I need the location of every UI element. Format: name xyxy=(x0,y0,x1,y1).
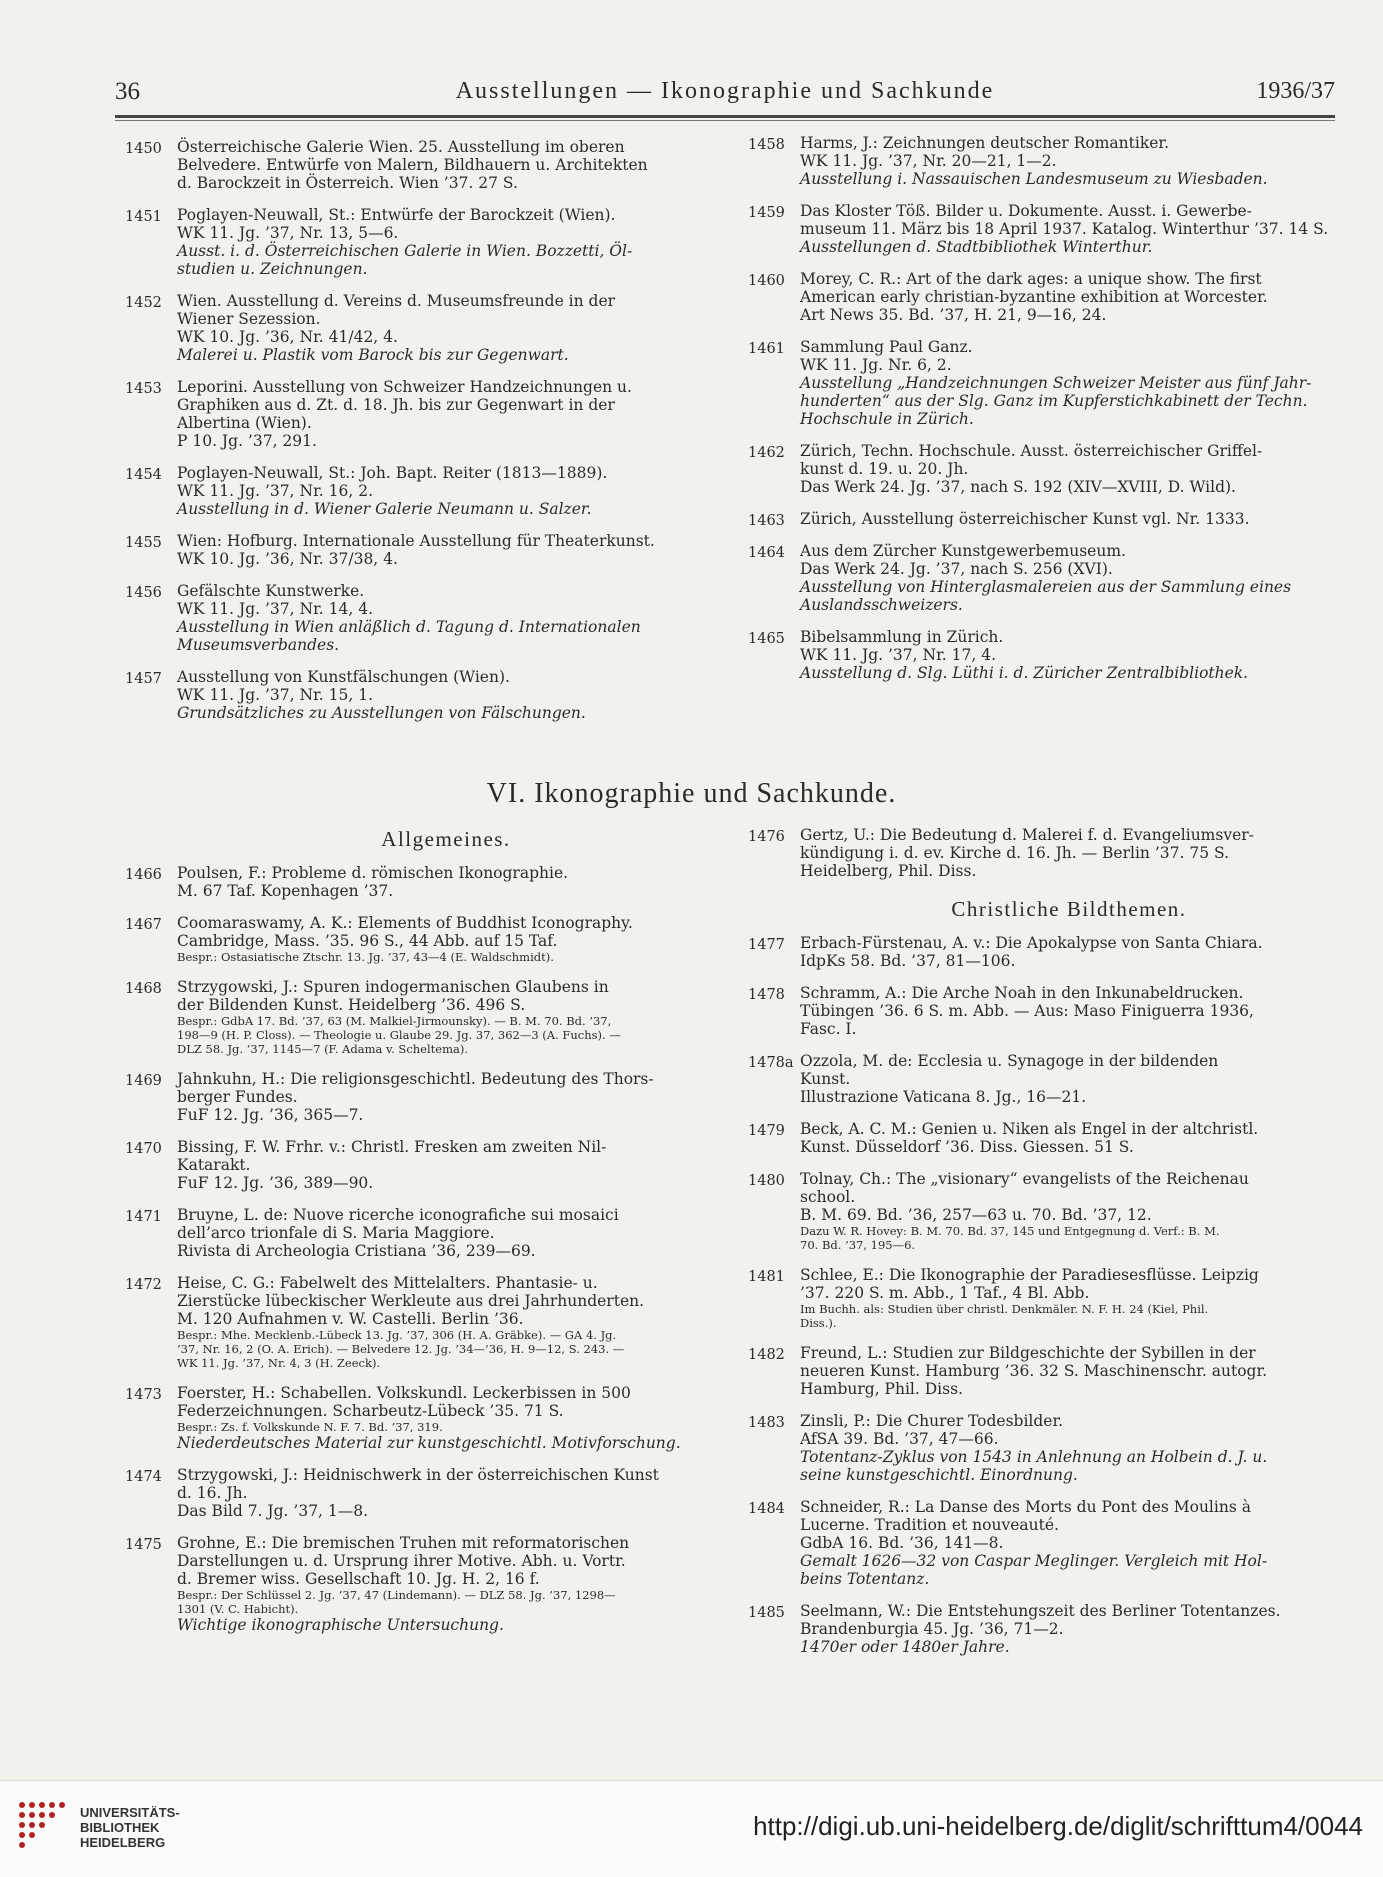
entry-number: 1451 xyxy=(125,209,162,225)
entry-annotation: Grundsätzliches zu Ausstellungen von Fälschungen. xyxy=(177,704,586,722)
entry-number: 1480 xyxy=(748,1173,785,1189)
entry-line: Zierstücke lübeckischer Werkleute aus drei Jahrhunderten. xyxy=(177,1292,645,1310)
entry-line: Aus dem Zürcher Kunstgewerbemuseum. xyxy=(800,542,1126,560)
entry-line: Federzeichnungen. Scharbeutz-Lübeck ’35. 71 S. xyxy=(177,1402,564,1420)
entry-line: Heidelberg, Phil. Diss. xyxy=(800,862,977,880)
entry-review-note: Bespr.: Zs. f. Volkskunde N. F. 7. Bd. ’37, 319. xyxy=(177,1420,443,1434)
entry-line: Art News 35. Bd. ’37, H. 21, 9—16, 24. xyxy=(800,306,1107,324)
entry-line: M. 120 Aufnahmen v. W. Castelli. Berlin ’36. xyxy=(177,1310,524,1328)
entry-number: 1472 xyxy=(125,1277,162,1293)
entry-number: 1481 xyxy=(748,1269,785,1285)
bibliography-entry xyxy=(125,1070,715,1124)
entry-line: Zürich, Techn. Hochschule. Ausst. österreichischer Griffel- xyxy=(800,442,1263,460)
entry-line: FuF 12. Jg. ’36, 389—90. xyxy=(177,1174,374,1192)
entry-line: WK 11. Jg. Nr. 6, 2. xyxy=(800,356,952,374)
entry-annotation: Ausstellung „Handzeichnungen Schweizer Meister aus fünf Jahr- xyxy=(800,374,1312,392)
entry-line: Brandenburgia 45. Jg. ’36, 71—2. xyxy=(800,1620,1064,1638)
entry-number: 1473 xyxy=(125,1387,162,1403)
bibliography-entry xyxy=(748,1344,1338,1398)
entry-annotation: 1470er oder 1480er Jahre. xyxy=(800,1638,1010,1656)
entry-number: 1478 xyxy=(748,987,785,1003)
entry-line: d. Bremer wiss. Gesellschaft 10. Jg. H. 2, 16 f. xyxy=(177,1570,540,1588)
entry-line: ’37. 220 S. m. Abb., 1 Taf., 4 Bl. Abb. xyxy=(800,1284,1090,1302)
entry-number: 1466 xyxy=(125,867,162,883)
entry-annotation: Ausst. i. d. Österreichischen Galerie in Wien. Bozzetti, Öl- xyxy=(177,242,633,260)
entry-number: 1482 xyxy=(748,1347,785,1363)
entry-line: Gefälschte Kunstwerke. xyxy=(177,582,365,600)
bibliography-entry xyxy=(125,1384,715,1452)
entry-review-note: 1301 (V. C. Habicht). xyxy=(177,1602,299,1616)
bibliography-entry xyxy=(748,542,1338,614)
entry-number: 1469 xyxy=(125,1073,162,1089)
entry-line: Wien: Hofburg. Internationale Ausstellung für Theaterkunst. xyxy=(177,532,655,550)
entry-line: Kunst. Düsseldorf ’36. Diss. Giessen. 51 S. xyxy=(800,1138,1134,1156)
entry-line: Ausstellung von Kunstfälschungen (Wien). xyxy=(177,668,510,686)
column-right-top xyxy=(748,134,1338,696)
bibliography-entry xyxy=(125,914,715,964)
library-name xyxy=(80,1805,180,1850)
subsection-title-allgemeines: Allgemeines. xyxy=(381,827,511,851)
bibliography-entry xyxy=(125,668,715,722)
entry-line: Schlee, E.: Die Ikonographie der Paradiesesflüsse. Leipzig xyxy=(800,1266,1259,1284)
entry-line: Österreichische Galerie Wien. 25. Ausstellung im oberen xyxy=(177,138,625,156)
entry-line: Foerster, H.: Schabellen. Volkskundl. Leckerbissen in 500 xyxy=(177,1384,631,1402)
footer-bar xyxy=(0,1780,1383,1877)
entry-line: Illustrazione Vaticana 8. Jg., 16—21. xyxy=(800,1088,1087,1106)
bibliography-entry xyxy=(125,1534,715,1634)
entry-number: 1462 xyxy=(748,445,785,461)
bibliography-entry xyxy=(748,934,1338,970)
header-rule xyxy=(115,115,1335,118)
library-name-line: HEIDELBERG xyxy=(80,1835,166,1850)
entry-line: Schneider, R.: La Danse des Morts du Pont des Moulins à xyxy=(800,1498,1251,1516)
entry-number: 1450 xyxy=(125,141,162,157)
entry-annotation: Niederdeutsches Material zur kunstgeschichtl. Motivforschung. xyxy=(177,1434,681,1452)
entry-annotation: Ausstellungen d. Stadtbibliothek Winterthur. xyxy=(800,238,1153,256)
entry-review-note: Im Buchh. als: Studien über christl. Denkmäler. N. F. H. 24 (Kiel, Phil. xyxy=(800,1302,1209,1316)
entry-line: d. Barockzeit in Österreich. Wien ’37. 27 S. xyxy=(177,174,518,192)
running-head xyxy=(115,78,1335,112)
entry-review-note: Bespr.: Der Schlüssel 2. Jg. ’37, 47 (Lindemann). — DLZ 58. Jg. ’37, 1298— xyxy=(177,1588,616,1602)
entry-line: WK 11. Jg. ’37, Nr. 13, 5—6. xyxy=(177,224,399,242)
bibliography-entry xyxy=(748,1120,1338,1156)
entry-line: WK 10. Jg. ’36, Nr. 41/42, 4. xyxy=(177,328,398,346)
bibliography-entry xyxy=(125,138,715,192)
bibliography-entry xyxy=(748,510,1338,528)
entry-line: kündigung i. d. ev. Kirche d. 16. Jh. — Berlin ’37. 75 S. xyxy=(800,844,1229,862)
entry-annotation: Ausstellung von Hinterglasmalereien aus der Sammlung eines xyxy=(800,578,1292,596)
entry-number: 1468 xyxy=(125,981,162,997)
entry-annotation: Ausstellung d. Slg. Lüthi i. d. Züricher Zentralbibliothek. xyxy=(800,664,1249,682)
entry-line: WK 10. Jg. ’36, Nr. 37/38, 4. xyxy=(177,550,398,568)
bibliography-entry xyxy=(125,978,715,1056)
library-logo-icon xyxy=(14,1797,74,1857)
bibliography-entry xyxy=(125,206,715,278)
entry-number: 1454 xyxy=(125,467,162,483)
entry-line: dell’arco trionfale di S. Maria Maggiore. xyxy=(177,1224,495,1242)
entry-line: Grohne, E.: Die bremischen Truhen mit reformatorischen xyxy=(177,1534,630,1552)
bibliography-entry xyxy=(748,628,1338,682)
bibliography-entry xyxy=(125,464,715,518)
bibliography-entry xyxy=(748,1052,1338,1106)
entry-line: Das Werk 24. Jg. ’37, nach S. 256 (XVI). xyxy=(800,560,1113,578)
entry-annotation: Gemalt 1626—32 von Caspar Meglinger. Vergleich mit Hol- xyxy=(800,1552,1268,1570)
entry-line: Strzygowski, J.: Heidnischwerk in der österreichischen Kunst xyxy=(177,1466,659,1484)
entry-line: Seelmann, W.: Die Entstehungszeit des Berliner Totentanzes. xyxy=(800,1602,1281,1620)
entry-number: 1485 xyxy=(748,1605,785,1621)
entry-number: 1455 xyxy=(125,535,162,551)
entry-review-note: ’37, Nr. 16, 2 (O. A. Erich). — Belvedere 12. Jg. ’34—’36, H. 9—12, S. 243. — xyxy=(177,1342,625,1356)
entry-line: WK 11. Jg. ’37, Nr. 16, 2. xyxy=(177,482,373,500)
entry-line: Zinsli, P.: Die Churer Todesbilder. xyxy=(800,1412,1064,1430)
entry-number: 1479 xyxy=(748,1123,785,1139)
entry-number: 1478a xyxy=(748,1055,794,1071)
entry-review-note: WK 11. Jg. ’37, Nr. 4, 3 (H. Zeeck). xyxy=(177,1356,381,1370)
entry-review-note: 198—9 (H. P. Closs). — Theologie u. Glaube 29. Jg. 37, 362—3 (A. Fuchs). — xyxy=(177,1028,621,1042)
entry-review-note: DLZ 58. Jg. ’37, 1145—7 (F. Adama v. Scheltema). xyxy=(177,1042,468,1056)
entry-line: American early christian-byzantine exhibition at Worcester. xyxy=(800,288,1268,306)
bibliography-entry xyxy=(125,292,715,364)
library-name-line: UNIVERSITÄTS- xyxy=(80,1805,180,1820)
entry-line: school. xyxy=(800,1188,856,1206)
entry-line: Ozzola, M. de: Ecclesia u. Synagoge in der bildenden xyxy=(800,1052,1219,1070)
entry-number: 1471 xyxy=(125,1209,162,1225)
bibliography-entry xyxy=(748,826,1338,880)
entry-number: 1475 xyxy=(125,1537,162,1553)
entry-review-note: Bespr.: GdbA 17. Bd. ’37, 63 (M. Malkiel-Jirmounsky). — B. M. 70. Bd. ’37, xyxy=(177,1014,612,1028)
entry-number: 1484 xyxy=(748,1501,785,1517)
entry-line: Tolnay, Ch.: The „visionary“ evangelists of the Reichenau xyxy=(800,1170,1249,1188)
entry-annotation: seine kunstgeschichtl. Einordnung. xyxy=(800,1466,1078,1484)
entry-line: Leporini. Ausstellung von Schweizer Handzeichnungen u. xyxy=(177,378,632,396)
entry-number: 1463 xyxy=(748,513,785,529)
entry-annotation: Totentanz-Zyklus von 1543 in Anlehnung an Holbein d. J. u. xyxy=(800,1448,1268,1466)
library-name-line: BIBLIOTHEK xyxy=(80,1820,160,1835)
entry-line: Belvedere. Entwürfe von Malern, Bildhauern u. Architekten xyxy=(177,156,648,174)
bibliography-entry xyxy=(748,1498,1338,1588)
entry-line: Hamburg, Phil. Diss. xyxy=(800,1380,963,1398)
entry-line: AfSA 39. Bd. ’37, 47—66. xyxy=(800,1430,999,1448)
entry-annotation: Malerei u. Plastik vom Barock bis zur Gegenwart. xyxy=(177,346,569,364)
entry-number: 1464 xyxy=(748,545,785,561)
entry-annotation: Ausstellung i. Nassauischen Landesmuseum zu Wiesbaden. xyxy=(800,170,1268,188)
entry-line: Jahnkuhn, H.: Die religionsgeschichtl. Bedeutung des Thors- xyxy=(177,1070,654,1088)
entry-number: 1483 xyxy=(748,1415,785,1431)
entry-line: M. 67 Taf. Kopenhagen ’37. xyxy=(177,882,394,900)
entries-allgemeines xyxy=(125,864,715,1634)
bibliography-entry xyxy=(748,1266,1338,1330)
entry-line: Kunst. xyxy=(800,1070,851,1088)
entry-line: neueren Kunst. Hamburg ’36. 32 S. Maschinenschr. autogr. xyxy=(800,1362,1268,1380)
entry-annotation: Auslandsschweizers. xyxy=(800,596,963,614)
column-left-top xyxy=(125,138,715,736)
entry-line: Sammlung Paul Ganz. xyxy=(800,338,973,356)
entry-line: Bissing, F. W. Frhr. v.: Christl. Fresken am zweiten Nil- xyxy=(177,1138,607,1156)
page-number: 36 xyxy=(115,78,140,105)
entry-number: 1476 xyxy=(748,829,785,845)
entry-annotation: beins Totentanz. xyxy=(800,1570,930,1588)
entry-number: 1474 xyxy=(125,1469,162,1485)
bibliography-entry xyxy=(125,532,715,568)
entry-line: d. 16. Jh. xyxy=(177,1484,248,1502)
entry-line: Gertz, U.: Die Bedeutung d. Malerei f. d. Evangeliumsver- xyxy=(800,826,1254,844)
entry-number: 1459 xyxy=(748,205,785,221)
entry-line: Katarakt. xyxy=(177,1156,251,1174)
entry-line: Albertina (Wien). xyxy=(177,414,312,432)
bibliography-entry xyxy=(748,442,1338,496)
section-title: VI. Ikonographie und Sachkunde. xyxy=(486,778,897,809)
entry-number: 1453 xyxy=(125,381,162,397)
entry-line: Graphiken aus d. Zt. d. 18. Jh. bis zur Gegenwart in der xyxy=(177,396,615,414)
entry-number: 1461 xyxy=(748,341,785,357)
entry-number: 1458 xyxy=(748,137,785,153)
entry-line: Schramm, A.: Die Arche Noah in den Inkunabeldrucken. xyxy=(800,984,1244,1002)
entry-line: IdpKs 58. Bd. ’37, 81—106. xyxy=(800,952,1016,970)
entry-review-note: Bespr.: Ostasiatische Ztschr. 13. Jg. ’37, 43—4 (E. Waldschmidt). xyxy=(177,950,554,964)
entry-line: WK 11. Jg. ’37, Nr. 20—21, 1—2. xyxy=(800,152,1057,170)
entry-line: berger Fundes. xyxy=(177,1088,298,1106)
entry-line: WK 11. Jg. ’37, Nr. 14, 4. xyxy=(177,600,373,618)
entry-line: FuF 12. Jg. ’36, 365—7. xyxy=(177,1106,364,1124)
bibliography-entry xyxy=(748,1412,1338,1484)
bibliography-entry xyxy=(748,202,1338,256)
entry-line: Wiener Sezession. xyxy=(177,310,321,328)
entry-line: kunst d. 19. u. 20. Jh. xyxy=(800,460,969,478)
entry-number: 1467 xyxy=(125,917,162,933)
entry-annotation: Wichtige ikonographische Untersuchung. xyxy=(177,1616,504,1634)
entry-annotation: studien u. Zeichnungen. xyxy=(177,260,368,278)
entry-annotation: Hochschule in Zürich. xyxy=(800,410,974,428)
column-left-bottom xyxy=(125,827,715,1648)
entry-review-note: Bespr.: Mhe. Mecklenb.-Lübeck 13. Jg. ’37, 306 (H. A. Gräbke). — GA 4. Jg. xyxy=(177,1328,617,1342)
entry-line: Poglayen-Neuwall, St.: Entwürfe der Barockzeit (Wien). xyxy=(177,206,616,224)
bibliography-entry xyxy=(748,270,1338,324)
entry-annotation: Ausstellung in Wien anläßlich d. Tagung d. Internationalen xyxy=(177,618,641,636)
entry-line: Bruyne, L. de: Nuove ricerche iconografiche sui mosaici xyxy=(177,1206,619,1224)
entry-line: P 10. Jg. ’37, 291. xyxy=(177,432,317,450)
entry-line: Coomaraswamy, A. K.: Elements of Buddhist Iconography. xyxy=(177,914,633,932)
entries-christliche xyxy=(748,934,1338,1656)
header-rule-thin xyxy=(115,120,1335,121)
entry-line: WK 11. Jg. ’37, Nr. 17, 4. xyxy=(800,646,996,664)
bibliography-entry xyxy=(125,1466,715,1520)
entry-line: Beck, A. C. M.: Genien u. Niken als Engel in der altchristl. xyxy=(800,1120,1259,1138)
source-url-link[interactable]: http://digi.ub.uni-heidelberg.de/diglit/schrifttum4/0044 xyxy=(753,1811,1363,1841)
bibliography-entry xyxy=(748,134,1338,188)
bibliography-entry xyxy=(748,1602,1338,1656)
entry-line: Bibelsammlung in Zürich. xyxy=(800,628,1004,646)
bibliography-entry xyxy=(125,1138,715,1192)
entry-annotation: Museumsverbandes. xyxy=(177,636,340,654)
bibliography-entry xyxy=(125,582,715,654)
entry-line: Poulsen, F.: Probleme d. römischen Ikonographie. xyxy=(177,864,569,882)
column-right-bottom xyxy=(748,826,1338,1670)
entry-line: Wien. Ausstellung d. Vereins d. Museumsfreunde in der xyxy=(177,292,616,310)
entry-number: 1470 xyxy=(125,1141,162,1157)
entry-line: Strzygowski, J.: Spuren indogermanischen Glaubens in xyxy=(177,978,609,996)
bibliography-entry xyxy=(748,984,1338,1038)
entry-line: Morey, C. R.: Art of the dark ages: a unique show. The first xyxy=(800,270,1262,288)
entry-line: Fasc. I. xyxy=(800,1020,857,1038)
entry-line: der Bildenden Kunst. Heidelberg ’36. 496 S. xyxy=(177,996,526,1014)
entry-number: 1457 xyxy=(125,671,162,687)
entry-line: B. M. 69. Bd. ’36, 257—63 u. 70. Bd. ’37, 12. xyxy=(800,1206,1152,1224)
entry-line: museum 11. März bis 18 April 1937. Katalog. Winterthur ’37. 14 S. xyxy=(800,220,1329,238)
bibliography-entry xyxy=(125,1274,715,1370)
bibliography-entry xyxy=(748,338,1338,428)
entry-line: Darstellungen u. d. Ursprung ihrer Motive. Abh. u. Vortr. xyxy=(177,1552,626,1570)
entry-number: 1452 xyxy=(125,295,162,311)
entry-line: Rivista di Archeologia Cristiana ’36, 239—69. xyxy=(177,1242,536,1260)
entry-line: Das Bild 7. Jg. ’37, 1—8. xyxy=(177,1502,369,1520)
entry-line: WK 11. Jg. ’37, Nr. 15, 1. xyxy=(177,686,373,704)
entry-line: GdbA 16. Bd. ’36, 141—8. xyxy=(800,1534,1004,1552)
subsection-title-christliche: Christliche Bildthemen. xyxy=(951,897,1187,921)
entry-line: Cambridge, Mass. ’35. 96 S., 44 Abb. auf 15 Taf. xyxy=(177,932,558,950)
entry-line: Lucerne. Tradition et nouveauté. xyxy=(800,1516,1059,1534)
bibliography-entry xyxy=(125,864,715,900)
entry-line: Tübingen ’36. 6 S. m. Abb. — Aus: Maso Finiguerra 1936, xyxy=(800,1002,1254,1020)
bibliography-entry xyxy=(748,1170,1338,1252)
entry-annotation: Ausstellung in d. Wiener Galerie Neumann u. Salzer. xyxy=(177,500,592,518)
volume-year: 1936/37 xyxy=(1256,78,1335,104)
entry-line: Heise, C. G.: Fabelwelt des Mittelalters. Phantasie- u. xyxy=(177,1274,598,1292)
entry-number: 1465 xyxy=(748,631,785,647)
entry-annotation: hunderten“ aus der Slg. Ganz im Kupferstichkabinett der Techn. xyxy=(800,392,1308,410)
entries-allgemeines-cont xyxy=(748,826,1338,880)
entry-review-note: Dazu W. R. Hovey: B. M. 70. Bd. 37, 145 und Entgegnung d. Verf.: B. M. xyxy=(800,1224,1220,1238)
entry-review-note: 70. Bd. ’37, 195—6. xyxy=(800,1238,916,1252)
entry-line: Zürich, Ausstellung österreichischer Kunst vgl. Nr. 1333. xyxy=(800,510,1250,528)
bibliography-entry xyxy=(125,378,715,450)
entry-line: Poglayen-Neuwall, St.: Joh. Bapt. Reiter (1813—1889). xyxy=(177,464,608,482)
running-title: Ausstellungen — Ikonographie und Sachkunde xyxy=(455,78,995,104)
bibliography-entry xyxy=(125,1206,715,1260)
entry-line: Das Werk 24. Jg. ’37, nach S. 192 (XIV—XVIII, D. Wild). xyxy=(800,478,1236,496)
entry-line: Erbach-Fürstenau, A. v.: Die Apokalypse von Santa Chiara. xyxy=(800,934,1263,952)
entry-number: 1477 xyxy=(748,937,785,953)
entry-line: Harms, J.: Zeichnungen deutscher Romantiker. xyxy=(800,134,1170,152)
entry-number: 1456 xyxy=(125,585,162,601)
entry-line: Freund, L.: Studien zur Bildgeschichte der Sybillen in der xyxy=(800,1344,1256,1362)
entry-number: 1460 xyxy=(748,273,785,289)
entry-review-note: Diss.). xyxy=(800,1316,837,1330)
entry-line: Das Kloster Töß. Bilder u. Dokumente. Ausst. i. Gewerbe- xyxy=(800,202,1252,220)
